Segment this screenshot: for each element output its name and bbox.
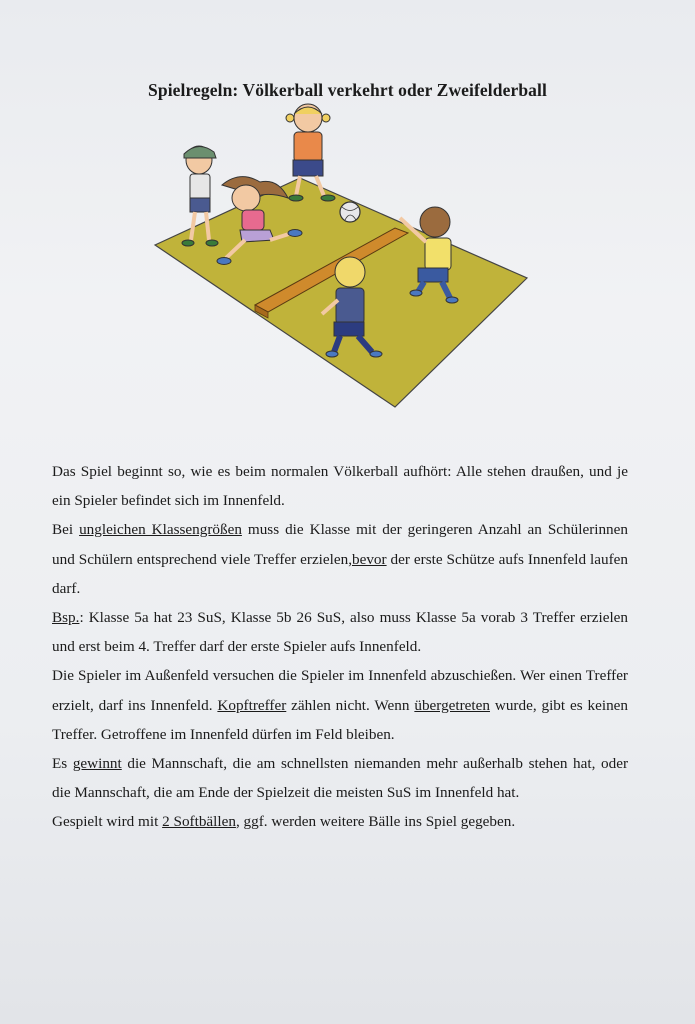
text-span: die Mannschaft, die am schnellsten niemanden mehr außerhalb stehen hat, oder die Mannschaft, die am Ende der Spielzeit die meisten SuS im Innenfeld hat.	[52, 755, 628, 802]
paragraph-balls	[52, 807, 628, 836]
text-span: Die Spieler im Außenfeld versuchen die Spieler im Innenfeld abzuschießen. Wer einen Treffer erzielt, darf ins Innenfeld.	[52, 667, 628, 714]
underlined-term: ungleichen Klassengrößen	[79, 521, 242, 539]
underlined-term: bevor	[352, 550, 387, 568]
text-span: Bei	[52, 521, 80, 539]
text-span: zählen nicht. Wenn	[286, 696, 415, 714]
paragraph-winner	[52, 749, 628, 807]
underlined-term: übergetreten	[414, 696, 490, 714]
underlined-term: gewinnt	[72, 755, 122, 773]
text-span: Es	[52, 755, 73, 773]
text-span: Gespielt wird mit	[52, 813, 163, 831]
paragraph-unequal-classes	[52, 515, 628, 603]
underlined-term: Kopftreffer	[217, 696, 287, 714]
text-span: der erste Schütze aufs Innenfeld laufen darf.	[52, 550, 628, 597]
paragraph-example	[52, 603, 628, 661]
rules-text	[52, 457, 628, 837]
text-span: , ggf. werden weitere Bälle ins Spiel gegeben.	[235, 813, 516, 831]
underlined-term: 2 Softbällen	[162, 813, 236, 831]
underlined-term: Bsp.	[52, 609, 80, 627]
text-span: wurde, gibt es keinen Treffer. Getroffene im Innenfeld dürfen im Feld bleiben.	[52, 696, 628, 743]
children-playing-ball-icon	[150, 100, 535, 415]
text-span: muss die Klasse mit der geringeren Anzahl an Schülerinnen und Schülern entsprechend viele Treffer erzielen,	[52, 521, 628, 568]
paragraph-start: Das Spiel beginnt so, wie es beim normalen Völkerball aufhört: Alle stehen draußen, und je ein Spieler befindet sich im Innenfeld.	[52, 463, 628, 510]
text-span: : Klasse 5a hat 23 SuS, Klasse 5b 26 SuS, also muss Klasse 5a vorab 3 Treffer erzielen und erst beim 4. Treffer darf der erste Spieler aufs Innenfeld.	[52, 609, 628, 656]
paragraph-hits	[52, 661, 628, 749]
page-title: Spielregeln: Völkerball verkehrt oder Zweifelderball	[148, 80, 547, 100]
